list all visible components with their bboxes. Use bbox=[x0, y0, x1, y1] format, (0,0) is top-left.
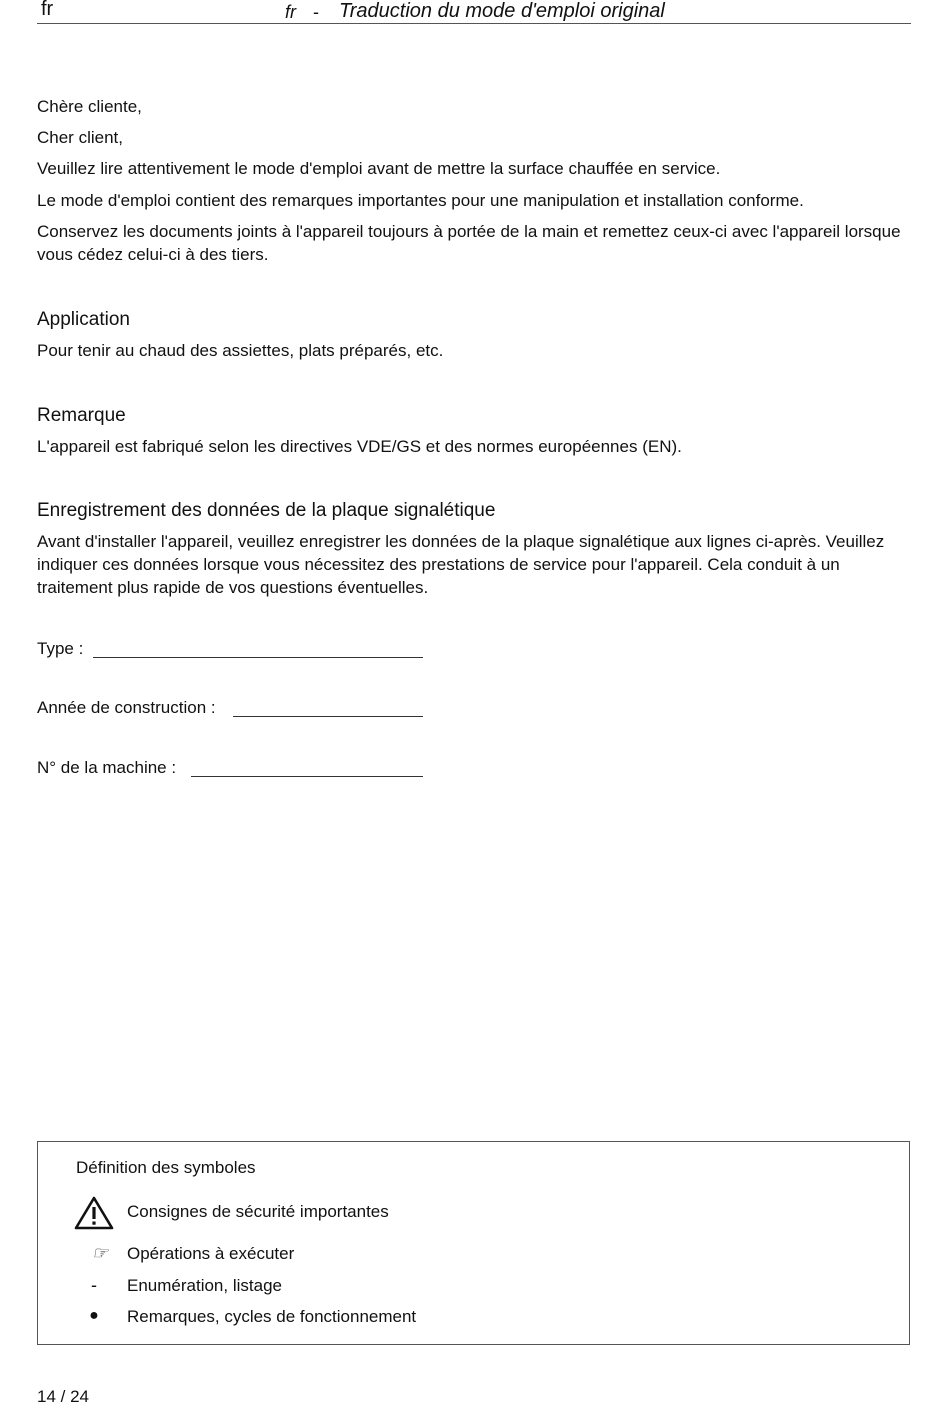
symbol-row-safety bbox=[74, 1196, 674, 1226]
remarque-heading: Remarque bbox=[37, 405, 126, 426]
symbol-row-enumeration bbox=[74, 1270, 674, 1300]
application-text: Pour tenir au chaud des assiettes, plats préparés, etc. bbox=[37, 341, 444, 360]
intro-paragraph-2: Le mode d'emploi contient des remarques importantes pour une manipulation et installation conforme. bbox=[37, 191, 804, 210]
greeting-male: Cher client, bbox=[37, 128, 123, 147]
type-input-line[interactable] bbox=[93, 657, 423, 658]
dash-icon: - bbox=[91, 1275, 97, 1295]
plaque-heading: Enregistrement des données de la plaque signalétique bbox=[37, 500, 496, 521]
year-input-line[interactable] bbox=[233, 716, 423, 717]
greeting-female: Chère cliente, bbox=[37, 97, 142, 116]
intro-paragraph-3: Conservez les documents joints à l'appareil toujours à portée de la main et remettez ceux-ci avec l'appareil lorsque vous cédez celui-ci à des tiers. bbox=[37, 222, 901, 264]
symbol-row-remarks bbox=[74, 1301, 674, 1331]
symbols-definition-box bbox=[37, 1141, 910, 1345]
machine-number-label: N° de la machine : bbox=[37, 758, 177, 777]
intro-paragraph-1: Veuillez lire attentivement le mode d'emploi avant de mettre la surface chauffée en service. bbox=[37, 159, 721, 178]
type-label: Type : bbox=[37, 639, 84, 658]
language-code: fr bbox=[41, 0, 54, 20]
symbol-row-operations bbox=[74, 1238, 674, 1268]
application-heading: Application bbox=[37, 309, 130, 330]
symbol-label-safety: Consignes de sécurité importantes bbox=[127, 1202, 389, 1221]
header-title: Traduction du mode d'emploi original bbox=[339, 0, 665, 22]
remarque-text: L'appareil est fabriqué selon les directives VDE/GS et des normes européennes (EN). bbox=[37, 437, 682, 456]
symbol-label-remarks: Remarques, cycles de fonctionnement bbox=[127, 1307, 417, 1326]
symbols-title: Définition des symboles bbox=[76, 1158, 256, 1177]
symbol-label-operations: Opérations à exécuter bbox=[127, 1244, 295, 1263]
language-code-italic: fr bbox=[285, 2, 296, 22]
machine-number-input-line[interactable] bbox=[191, 776, 423, 777]
plaque-text: Avant d'installer l'appareil, veuillez enregistrer les données de la plaque signalétique aux lignes ci-après. Veuillez indiquer ces données lorsque vous nécessitez des prestations de service pour l'appareil. Cela conduit à un traitement plus rapide de vos questions éventuelles. bbox=[37, 532, 885, 597]
warning-triangle-icon bbox=[74, 1196, 114, 1226]
header-separator: - bbox=[313, 2, 319, 22]
bullet-icon: ● bbox=[89, 1307, 99, 1324]
year-label: Année de construction : bbox=[37, 698, 216, 717]
page-header bbox=[37, 0, 911, 24]
symbol-label-enumeration: Enumération, listage bbox=[127, 1276, 282, 1295]
page-number: 14 / 24 bbox=[37, 1387, 89, 1406]
pointing-hand-icon: ☞ bbox=[91, 1243, 109, 1263]
